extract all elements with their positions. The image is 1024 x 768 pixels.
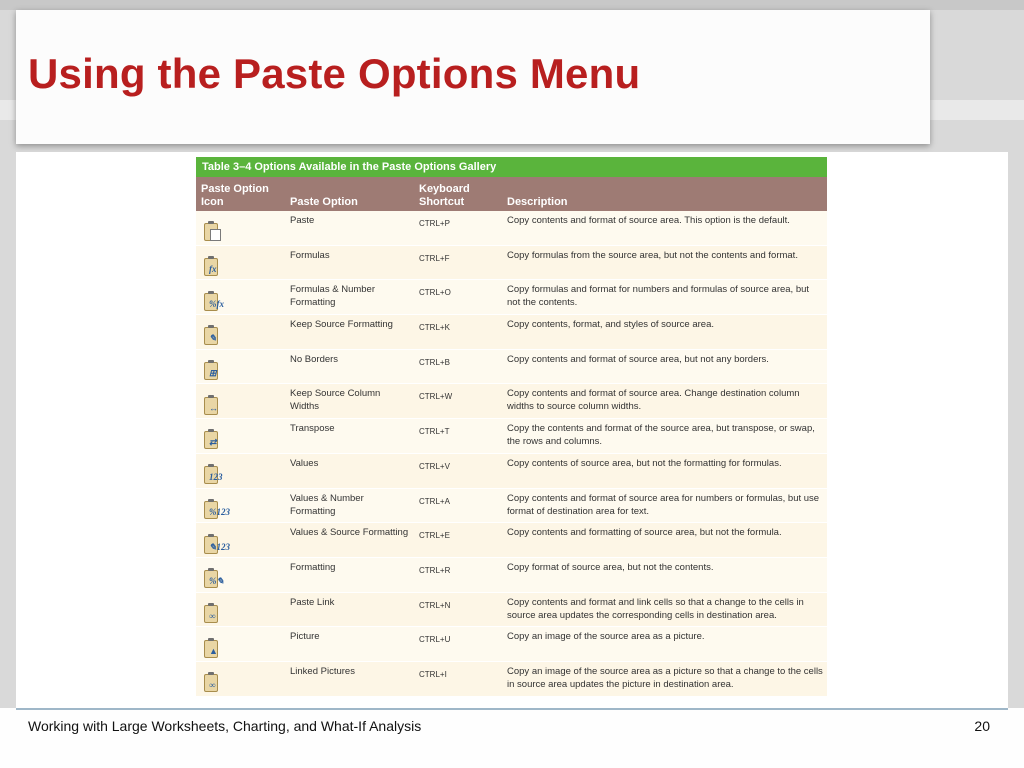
icon-cell (196, 419, 285, 453)
table-row (196, 558, 827, 593)
icon-cell (196, 384, 285, 418)
keyboard-shortcut: CTRL+V (419, 461, 450, 471)
icon-cell (196, 523, 285, 557)
formulas-number-formatting-icon: %fx (204, 291, 222, 311)
keyboard-shortcut: CTRL+O (419, 288, 451, 298)
option-description: Copy contents and format of source area. Change destination column widths to source column widths. (507, 388, 800, 413)
icon-cell (196, 280, 285, 314)
keyboard-shortcut: CTRL+I (419, 669, 447, 679)
table-row (196, 454, 827, 489)
no-borders-icon: ⊞ (204, 360, 222, 380)
option-description: Copy contents, format, and styles of source area. (507, 319, 714, 331)
option-description: Copy contents and format and link cells so that a change to the cells in source area updates the corresponding cells in destination area. (507, 596, 804, 621)
keyboard-shortcut: CTRL+W (419, 392, 453, 402)
table-caption: Table 3–4 Options Available in the Paste Options Gallery (196, 157, 827, 177)
option-description: Copy formulas from the source area, but not the contents and format. (507, 249, 798, 261)
table-row (196, 246, 827, 281)
keyboard-shortcut: CTRL+U (419, 635, 451, 645)
keyboard-shortcut: CTRL+A (419, 496, 450, 506)
option-description: Copy contents and format of source area, but not any borders. (507, 353, 769, 365)
content-panel (16, 152, 1008, 708)
values-number-formatting-icon: %123 (204, 499, 222, 519)
paste-option-name: No Borders (290, 353, 339, 365)
transpose-icon: ⇄ (204, 429, 222, 449)
title-panel (16, 10, 930, 144)
paste-option-name: Values & Source Formatting (290, 527, 409, 539)
page-number: 20 (974, 718, 990, 734)
keep-source-formatting-icon: ✎ (204, 325, 222, 345)
option-description: Copy an image of the source area as a picture. (507, 631, 705, 643)
keyboard-shortcut: CTRL+E (419, 531, 450, 541)
table-row (196, 315, 827, 350)
header-icon: Paste Option Icon (201, 183, 269, 208)
icon-cell (196, 350, 285, 384)
table-row (196, 280, 827, 315)
table-row (196, 211, 827, 246)
values-source-formatting-icon: ✎123 (204, 534, 222, 554)
table-row (196, 523, 827, 558)
formatting-icon: %✎ (204, 568, 222, 588)
paste-option-name: Formulas & Number Formatting (290, 284, 375, 309)
icon-cell (196, 246, 285, 280)
paste-options-table (196, 157, 827, 697)
paste-option-name: Formatting (290, 561, 336, 573)
table-row (196, 350, 827, 385)
table-body (196, 211, 827, 697)
paste-option-name: Transpose (290, 423, 335, 435)
picture-icon: ▲ (204, 638, 222, 658)
paste-option-name: Values (290, 457, 319, 469)
icon-cell (196, 315, 285, 349)
slide-title: Using the Paste Options Menu (28, 50, 641, 97)
paste-link-icon: ∞ (204, 603, 222, 623)
paste-option-name: Paste Link (290, 596, 335, 608)
paste-option-name: Picture (290, 631, 320, 643)
keyboard-shortcut: CTRL+N (419, 600, 451, 610)
formulas-icon: fx (204, 256, 222, 276)
top-band (0, 0, 1024, 10)
paste-option-name: Keep Source Formatting (290, 319, 393, 331)
option-description: Copy an image of the source area as a picture so that a change to the cells in source area updates the picture in destination area. (507, 665, 823, 690)
paste-option-name: Values & Number Formatting (290, 492, 364, 517)
paste-icon (204, 221, 222, 241)
option-description: Copy the contents and format of the source area, but transpose, or swap, the rows and columns. (507, 423, 815, 448)
icon-cell (196, 454, 285, 488)
keyboard-shortcut: CTRL+P (419, 219, 450, 228)
option-description: Copy contents and formatting of source area, but not the formula. (507, 527, 782, 539)
table-row (196, 593, 827, 628)
paste-option-name: Paste (290, 215, 315, 226)
footer-bar (0, 708, 1024, 768)
paste-option-name: Formulas (290, 249, 330, 261)
option-description: Copy contents of source area, but not the formatting for formulas. (507, 457, 782, 469)
table-row (196, 384, 827, 419)
table-header (196, 177, 827, 211)
option-description: Copy format of source area, but not the contents. (507, 561, 714, 573)
keyboard-shortcut: CTRL+T (419, 427, 450, 437)
values-icon: 123 (204, 464, 222, 484)
linked-pictures-icon: ∞ (204, 672, 222, 692)
header-description: Description (507, 196, 568, 208)
keyboard-shortcut: CTRL+K (419, 323, 450, 333)
table-row (196, 627, 827, 662)
table-row (196, 419, 827, 454)
keyboard-shortcut: CTRL+B (419, 357, 450, 367)
header-shortcut: Keyboard Shortcut (419, 183, 470, 208)
icon-cell (196, 489, 285, 523)
footer-text: Working with Large Worksheets, Charting, and What-If Analysis (28, 718, 422, 734)
table-row (196, 662, 827, 697)
footer-divider (16, 708, 1008, 710)
icon-cell (196, 211, 285, 245)
icon-cell (196, 662, 285, 696)
table-row (196, 489, 827, 524)
option-description: Copy contents and format of source area. This option is the default. (507, 215, 790, 226)
keyboard-shortcut: CTRL+F (419, 253, 450, 263)
option-description: Copy contents and format of source area for numbers or formulas, but use format of destination area for text. (507, 492, 820, 517)
icon-cell (196, 558, 285, 592)
paste-option-name: Keep Source Column Widths (290, 388, 381, 413)
paste-option-name: Linked Pictures (290, 665, 355, 677)
keyboard-shortcut: CTRL+R (419, 565, 451, 575)
option-description: Copy formulas and format for numbers and formulas of source area, but not the contents. (507, 284, 810, 309)
header-paste-option: Paste Option (290, 196, 358, 208)
keep-source-column-widths-icon: ↔ (204, 395, 222, 415)
icon-cell (196, 627, 285, 661)
icon-cell (196, 593, 285, 627)
